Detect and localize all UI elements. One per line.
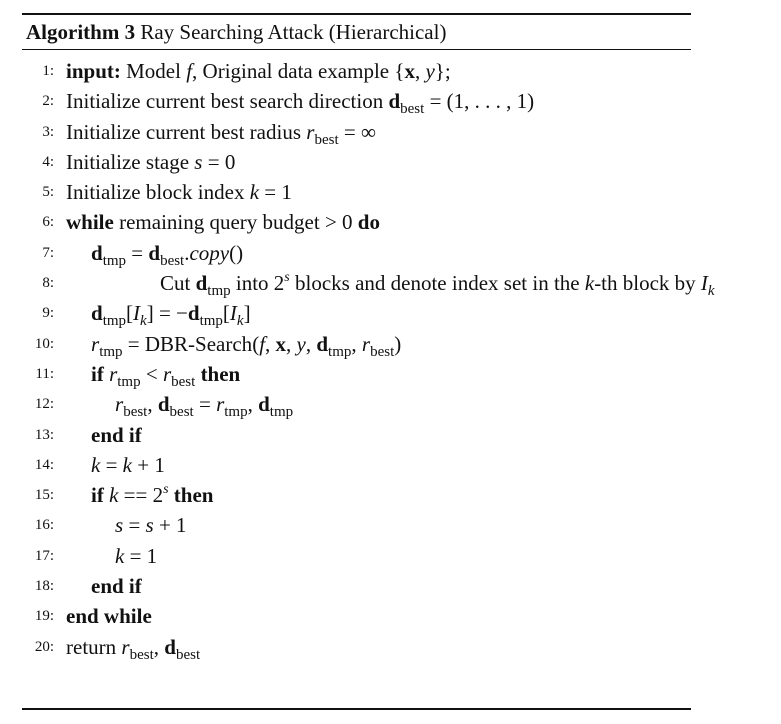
line-number: 14: <box>34 456 54 473</box>
line-number: 11: <box>35 365 54 382</box>
line-number: 16: <box>34 517 54 534</box>
line-number: 8: <box>42 275 54 292</box>
line-number: 4: <box>42 153 54 170</box>
line-number: 12: <box>34 396 54 413</box>
word-initialize: Initialize <box>66 149 141 174</box>
line-number: 6: <box>42 214 54 231</box>
word-cut: Cut <box>160 271 191 296</box>
word-return: return <box>66 634 117 659</box>
line-number: 13: <box>34 426 54 443</box>
keyword-input: input: <box>66 59 121 83</box>
algo-line-4: 4: Initialize stage s = 0 <box>22 147 691 177</box>
keyword-do: do <box>357 210 380 235</box>
word-initialize: Initialize <box>66 89 141 114</box>
bottom-rule <box>22 708 691 710</box>
line-number: 18: <box>34 578 54 595</box>
line-number: 20: <box>34 638 54 655</box>
line-number: 10: <box>34 335 54 352</box>
algo-line-16: 16: s = s + 1 <box>22 510 691 540</box>
algo-line-8: 8: Cut $d_{tmp}$ into 2$^s$ blocks and denote index set in the k-th block by $I_k$ <box>22 268 691 298</box>
line-number: 1: <box>42 63 54 79</box>
line-number: 5: <box>42 184 54 201</box>
line-number: 9: <box>42 305 54 322</box>
algo-line-20: 20: return $r_{best}$, $d_{best}$ <box>22 632 691 662</box>
keyword-end-if: end if <box>91 574 142 599</box>
line-number: 19: <box>34 608 54 625</box>
algorithm-body <box>22 50 715 663</box>
algo-line-5: 5: Initialize block index k = 1 <box>22 177 691 207</box>
keyword-then: then <box>173 483 214 508</box>
algo-line-1: 1: input: Model f, Original data example {x, y}; <box>22 56 691 86</box>
caption-label: Algorithm 3 <box>26 20 136 44</box>
caption-title: Ray Searching Attack (Hierarchical) <box>140 20 447 44</box>
keyword-end-while: end while <box>66 604 152 629</box>
algo-line-3: 3: Initialize current best radius $r_{best}$ = ∞ <box>22 117 691 147</box>
line-number: 15: <box>34 487 54 504</box>
algo-line-12: 12: $r_{best}$, $d_{best} = r_{tmp}$, $d_{tmp}$ <box>22 389 691 419</box>
keyword-then: then <box>200 361 241 386</box>
algo-line-18 <box>22 571 691 601</box>
algo-line-11: 11: if $r_{tmp} < r_{best}$ then <box>22 359 691 389</box>
line-number: 7: <box>42 244 54 261</box>
algo-line-9: 9: $d_{tmp}[I_k] = -d_{tmp}[I_k]$ <box>22 298 691 328</box>
algo-line-17: 17: k = 1 <box>22 541 691 571</box>
function-dbr-search: DBR-Search <box>144 331 253 356</box>
algo-line-2: 2: Initialize current best search direction $d_{best} = (1$, . . . , 1) <box>22 86 691 116</box>
algorithm-block <box>22 13 715 663</box>
word-initialize: Initialize <box>66 180 141 205</box>
line-number: 3: <box>42 123 54 140</box>
line-number: 17: <box>34 547 54 564</box>
algo-line-6: 6: while remaining query budget > 0 do <box>22 207 691 237</box>
keyword-if: if <box>91 361 104 386</box>
algo-line-19 <box>22 601 691 631</box>
word-initialize: Initialize <box>66 119 141 144</box>
algo-line-13 <box>22 420 691 450</box>
keyword-end-if: end if <box>91 422 142 447</box>
algo-line-14: 14: k = k + 1 <box>22 450 691 480</box>
algo-line-10: 10: $r_{tmp}$ = DBR-Search(f, x, y, $d_{tmp}$, $r_{best}$) <box>22 329 691 359</box>
algo-line-15: 15: if $k == 2^s$ then <box>22 480 691 510</box>
word-block-by: block by <box>622 271 696 296</box>
algorithm-caption <box>22 15 691 49</box>
line-number: 2: <box>42 93 54 110</box>
algo-line-7: 7: $d_{tmp}$ = $d_{best}.copy()$ <box>22 238 691 268</box>
keyword-while: while <box>66 210 114 235</box>
keyword-if: if <box>91 483 104 508</box>
